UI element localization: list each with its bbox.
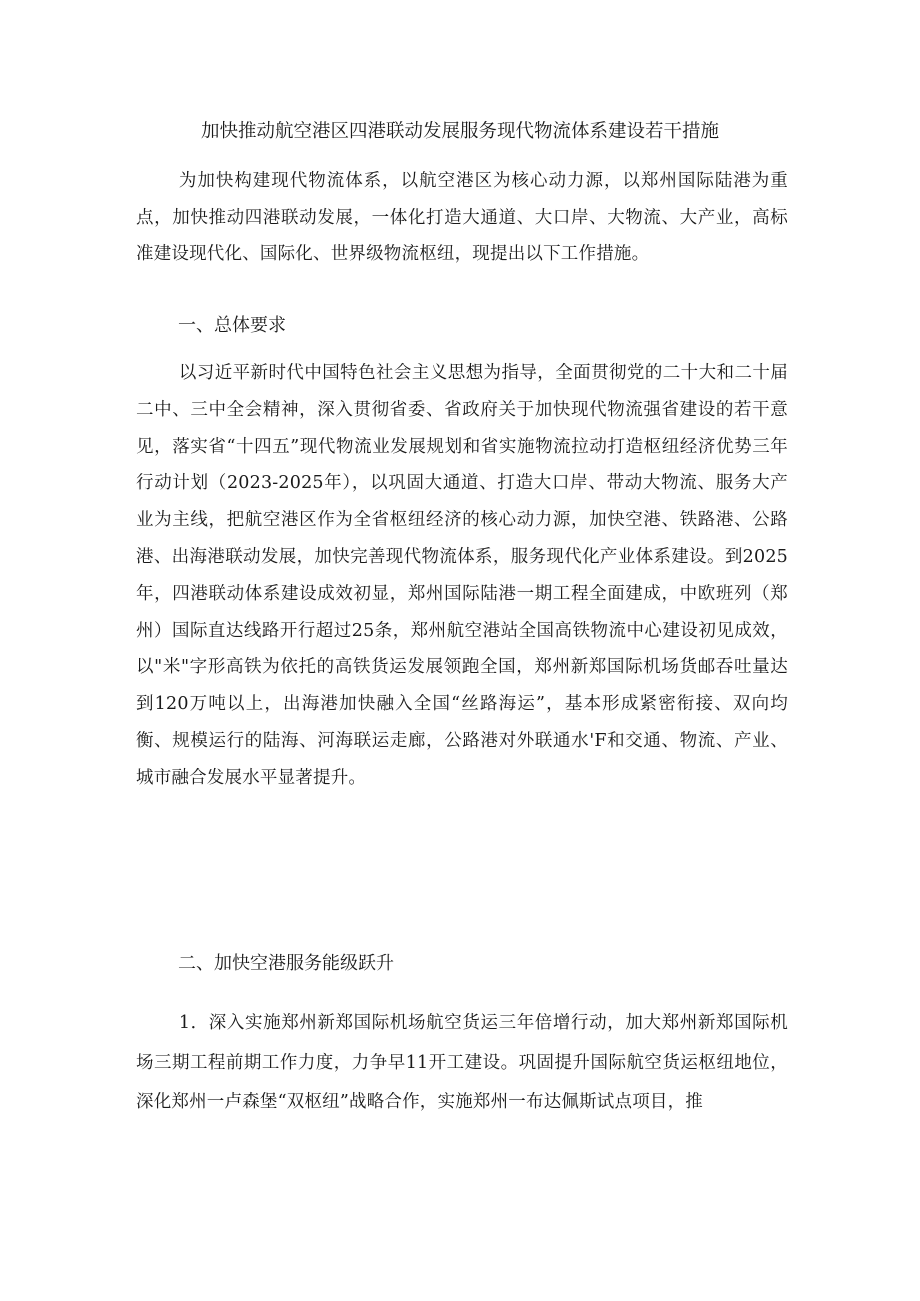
- section-heading-airport-services: 二、加快空港服务能级跃升: [178, 953, 394, 974]
- intro-paragraph: 为加快构建现代物流体系，以航空港区为核心动力源，以郑州国际陆港为重点，加快推动四港联动发展，一体化打造大通道、大口岸、大物流、大产业，高标准建设现代化、国际化、世界级物流枢纽，现提出以下工作措施。: [136, 171, 788, 265]
- airport-measure-item-1: 1．深入实施郑州新郑国际机场航空货运三年倍增行动，加大郑州新郑国际机场三期工程前期工作力度，力争早11开工建设。巩固提升国际航空货运枢纽地位，深化郑州一卢森堡“双枢纽”战略合作，实施郑州一布达佩斯试点项目，推: [136, 1013, 788, 1112]
- document-title: 加快推动航空港区四港联动发展服务现代物流体系建设若干措施: [200, 121, 719, 142]
- section-heading-general-requirements: 一、总体要求: [178, 315, 286, 336]
- general-requirements-paragraph: 以习近平新时代中国特色社会主义思想为指导，全面贯彻党的二十大和二十届二中、三中全会精神，深入贯彻省委、省政府关于加快现代物流强省建设的若干意见，落实省“十四五”现代物流业发展规划和省实施物流拉动打造枢纽经济优势三年行动计划（2023-2025年），以巩固大通道、打造大口岸、带动大物流、服务大产业为主线，把航空港区作为全省枢纽经济的核心动力源，加快空港、铁路港、公路港、出海港联动发展，加快完善现代物流体系，服务现代化产业体系建设。到2025年，四港联动体系建设成效初显，郑州国际陆港一期工程全面建成，中欧班列（郑州）国际直达线路开行超过25条，郑州航空港站全国高铁物流中心建设初见成效，以"米"字形高铁为依托的高铁货运发展领跑全国，郑州新郑国际机场货邮吞吐量达到120万吨以上，出海港加快融入全国“丝路海运”，基本形成紧密衔接、双向均衡、规模运行的陆海、河海联运走廊，公路港对外联通水'F和交通、物流、产业、城市融合发展水平显著提升。: [136, 363, 788, 788]
